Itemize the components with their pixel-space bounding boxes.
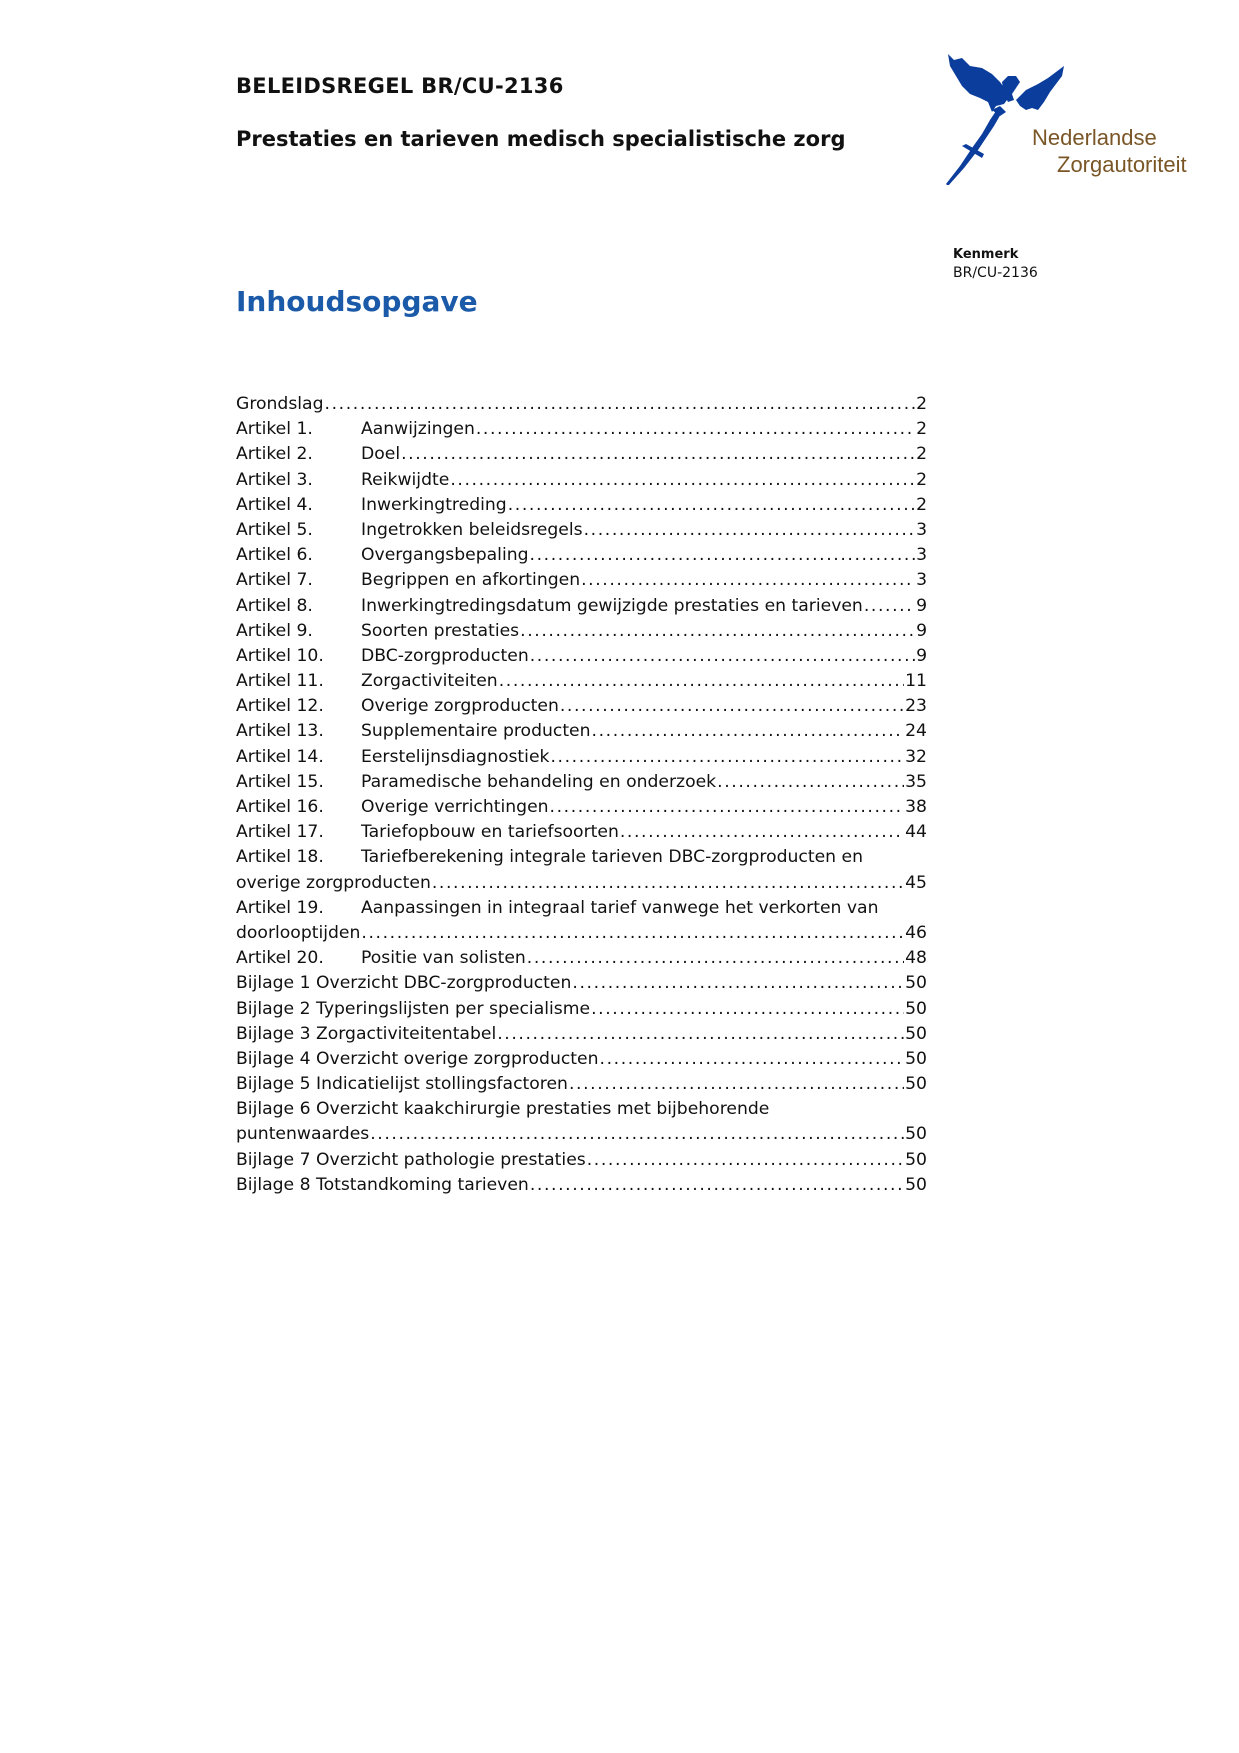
toc-entry[interactable] xyxy=(236,518,927,543)
table-of-contents xyxy=(236,392,927,1198)
toc-entry-number: Artikel 10. xyxy=(236,645,324,666)
toc-entry-number: Artikel 3. xyxy=(236,469,313,490)
toc-dot-leader xyxy=(592,719,905,744)
toc-entry-number: Artikel 19. xyxy=(236,897,324,918)
toc-entry-title: Bijlage 3 Zorgactiviteitentabel xyxy=(236,1023,497,1044)
toc-dot-leader xyxy=(530,543,916,568)
toc-heading: Inhoudsopgave xyxy=(236,285,478,318)
toc-entry[interactable] xyxy=(236,468,927,493)
toc-dot-leader xyxy=(550,795,905,820)
toc-entry-title: DBC-zorgproducten xyxy=(361,645,529,666)
toc-entry-number: Artikel 13. xyxy=(236,721,324,742)
toc-entry[interactable] xyxy=(236,1148,927,1173)
toc-entry-title: Supplementaire producten xyxy=(361,721,591,742)
toc-dot-leader xyxy=(581,568,915,593)
toc-dot-leader xyxy=(508,493,915,518)
toc-entry[interactable] xyxy=(236,417,927,442)
document-subtitle: Prestaties en tarieven medisch specialistische zorg xyxy=(236,127,846,151)
toc-entry-page: 50 xyxy=(905,1174,927,1195)
toc-entry-title: Overige verrichtingen xyxy=(361,797,549,817)
toc-dot-leader xyxy=(572,971,904,996)
toc-entry-number: Artikel 18. xyxy=(236,847,324,868)
toc-entry-number: Artikel 17. xyxy=(236,822,324,843)
toc-entry[interactable] xyxy=(236,997,927,1022)
toc-entry[interactable] xyxy=(236,845,927,870)
toc-entry-number: Artikel 11. xyxy=(236,671,324,692)
toc-entry-title: Bijlage 1 Overzicht DBC-zorgproducten xyxy=(236,973,572,994)
toc-dot-leader xyxy=(361,921,904,946)
toc-entry-continuation[interactable] xyxy=(236,871,927,896)
toc-entry-page: 2 xyxy=(916,444,927,465)
toc-entry[interactable] xyxy=(236,946,927,971)
toc-entry-page: 3 xyxy=(916,519,927,540)
toc-entry-title: Paramedische behandeling en onderzoek xyxy=(361,771,717,792)
toc-entry[interactable] xyxy=(236,820,927,845)
toc-entry-page: 23 xyxy=(905,696,927,717)
toc-entry[interactable] xyxy=(236,392,927,417)
toc-dot-leader xyxy=(717,770,904,795)
toc-entry-page: 38 xyxy=(905,797,927,817)
toc-entry-page: 9 xyxy=(916,620,927,641)
toc-entry[interactable] xyxy=(236,719,927,744)
toc-dot-leader xyxy=(401,442,915,467)
toc-entry-title: Aanpassingen in integraal tarief vanwege het verkorten van xyxy=(361,897,879,918)
toc-entry-page: 11 xyxy=(905,671,927,692)
toc-entry-number: Artikel 4. xyxy=(236,494,313,515)
toc-entry[interactable] xyxy=(236,493,927,518)
toc-entry[interactable] xyxy=(236,1072,927,1097)
toc-entry[interactable] xyxy=(236,971,927,996)
toc-entry-page: 3 xyxy=(916,545,927,566)
toc-dot-leader xyxy=(450,468,915,493)
toc-entry-title: Bijlage 7 Overzicht pathologie prestaties xyxy=(236,1149,586,1170)
toc-entry-number: Artikel 7. xyxy=(236,570,313,591)
toc-entry-page: 3 xyxy=(916,570,927,591)
toc-entry-page: 2 xyxy=(916,394,927,414)
toc-entry[interactable] xyxy=(236,543,927,568)
toc-entry[interactable] xyxy=(236,770,927,795)
toc-entry-title: Aanwijzingen xyxy=(361,419,475,440)
reference-value: BR/CU-2136 xyxy=(953,265,1038,281)
toc-entry-title: Bijlage 4 Overzicht overige zorgproducten xyxy=(236,1048,599,1069)
toc-entry-title: Reikwijdte xyxy=(361,469,450,490)
toc-entry[interactable] xyxy=(236,644,927,669)
toc-entry-page: 2 xyxy=(916,494,927,515)
toc-entry-title: Bijlage 2 Typeringslijsten per specialisme xyxy=(236,998,591,1019)
toc-entry[interactable] xyxy=(236,1022,927,1047)
toc-entry[interactable] xyxy=(236,619,927,644)
toc-entry-number: Artikel 2. xyxy=(236,444,313,465)
nza-logo xyxy=(940,50,1210,190)
toc-entry-title: Inwerkingtredingsdatum gewijzigde prestaties en tarieven xyxy=(361,595,863,616)
toc-entry-title-continued: overige zorgproducten xyxy=(236,872,431,893)
toc-entry-page: 9 xyxy=(916,595,927,616)
toc-dot-leader xyxy=(370,1122,904,1147)
toc-dot-leader xyxy=(550,745,904,770)
toc-entry-number: Artikel 9. xyxy=(236,620,313,641)
toc-entry-page: 45 xyxy=(905,872,927,893)
toc-entry-page: 44 xyxy=(905,822,927,843)
toc-dot-leader xyxy=(569,1072,904,1097)
toc-entry-title: Bijlage 8 Totstandkoming tarieven xyxy=(236,1174,529,1195)
toc-entry-page: 50 xyxy=(905,1023,927,1044)
toc-entry-title: Inwerkingtreding xyxy=(361,494,507,515)
toc-entry-number: Artikel 14. xyxy=(236,746,324,767)
logo-text-line2: Zorgautoriteit xyxy=(1057,152,1187,177)
toc-entry-title: Zorgactiviteiten xyxy=(361,671,498,692)
toc-dot-leader xyxy=(620,820,904,845)
toc-entry-page: 50 xyxy=(905,1124,927,1145)
toc-entry-number: Artikel 15. xyxy=(236,771,324,792)
toc-entry-title: Doel xyxy=(361,444,401,465)
toc-dot-leader xyxy=(476,417,915,442)
toc-entry[interactable] xyxy=(236,1047,927,1072)
toc-entry[interactable] xyxy=(236,694,927,719)
toc-entry-page: 50 xyxy=(905,1048,927,1069)
toc-entry-page: 48 xyxy=(905,948,927,969)
toc-entry-page: 50 xyxy=(905,998,927,1019)
toc-entry-title: Grondslag xyxy=(236,394,324,414)
toc-entry-title: Bijlage 6 Overzicht kaakchirurgie prestaties met bijbehorende xyxy=(236,1099,770,1120)
toc-entry-number: Artikel 16. xyxy=(236,797,324,817)
toc-dot-leader xyxy=(591,997,904,1022)
logo-text-line1: Nederlandse xyxy=(1032,125,1157,150)
toc-entry-page: 24 xyxy=(905,721,927,742)
toc-entry-title: Bijlage 5 Indicatielijst stollingsfactoren xyxy=(236,1074,568,1095)
toc-entry-page: 35 xyxy=(905,771,927,792)
toc-entry[interactable] xyxy=(236,896,927,921)
toc-entry-title: Overgangsbepaling xyxy=(361,545,529,566)
toc-entry[interactable] xyxy=(236,442,927,467)
toc-entry-continuation[interactable] xyxy=(236,1122,927,1147)
toc-entry-continuation[interactable] xyxy=(236,921,927,946)
toc-entry-page: 32 xyxy=(905,746,927,767)
toc-entry-number: Artikel 20. xyxy=(236,948,324,969)
toc-entry-page: 2 xyxy=(916,419,927,440)
toc-dot-leader xyxy=(864,594,915,619)
toc-entry-title: Begrippen en afkortingen xyxy=(361,570,581,591)
toc-entry[interactable] xyxy=(236,594,927,619)
toc-entry-title-continued: puntenwaardes xyxy=(236,1124,370,1145)
reference-label: Kenmerk xyxy=(953,247,1019,262)
toc-entry[interactable] xyxy=(236,745,927,770)
toc-dot-leader xyxy=(432,871,904,896)
toc-entry-number: Artikel 5. xyxy=(236,519,313,540)
toc-entry-title: Soorten prestaties xyxy=(361,620,520,641)
toc-entry-page: 50 xyxy=(905,1074,927,1095)
toc-entry-number: Artikel 6. xyxy=(236,545,313,566)
toc-entry[interactable] xyxy=(236,795,927,820)
toc-entry-title: Tariefberekening integrale tarieven DBC-zorgproducten en xyxy=(361,847,863,868)
toc-entry-title: Ingetrokken beleidsregels xyxy=(361,519,583,540)
toc-entry-page: 46 xyxy=(905,922,927,943)
toc-entry-title: Positie van solisten xyxy=(361,948,526,969)
toc-entry[interactable] xyxy=(236,1097,927,1122)
toc-entry-title-continued: doorlooptijden xyxy=(236,922,361,943)
toc-entry-number: Artikel 12. xyxy=(236,696,324,717)
toc-entry-page: 9 xyxy=(916,645,927,666)
toc-dot-leader xyxy=(560,694,904,719)
toc-entry-page: 50 xyxy=(905,973,927,994)
toc-dot-leader xyxy=(530,1173,904,1198)
toc-dot-leader xyxy=(325,392,916,417)
toc-entry-page: 50 xyxy=(905,1149,927,1170)
toc-entry-title: Overige zorgproducten xyxy=(361,696,559,717)
toc-entry[interactable] xyxy=(236,568,927,593)
toc-dot-leader xyxy=(520,619,915,644)
toc-entry-number: Artikel 8. xyxy=(236,595,313,616)
toc-dot-leader xyxy=(587,1148,904,1173)
toc-entry-title: Eerstelijnsdiagnostiek xyxy=(361,746,550,767)
toc-dot-leader xyxy=(497,1022,904,1047)
toc-dot-leader xyxy=(530,644,915,669)
toc-entry[interactable] xyxy=(236,669,927,694)
toc-dot-leader xyxy=(527,946,904,971)
toc-entry-title: Tariefopbouw en tariefsoorten xyxy=(361,822,619,843)
toc-entry-number: Artikel 1. xyxy=(236,419,313,440)
toc-dot-leader xyxy=(584,518,915,543)
toc-dot-leader xyxy=(499,669,904,694)
toc-entry-page: 2 xyxy=(916,469,927,490)
toc-entry[interactable] xyxy=(236,1173,927,1198)
document-title: BELEIDSREGEL BR/CU-2136 xyxy=(236,74,564,98)
toc-dot-leader xyxy=(600,1047,905,1072)
